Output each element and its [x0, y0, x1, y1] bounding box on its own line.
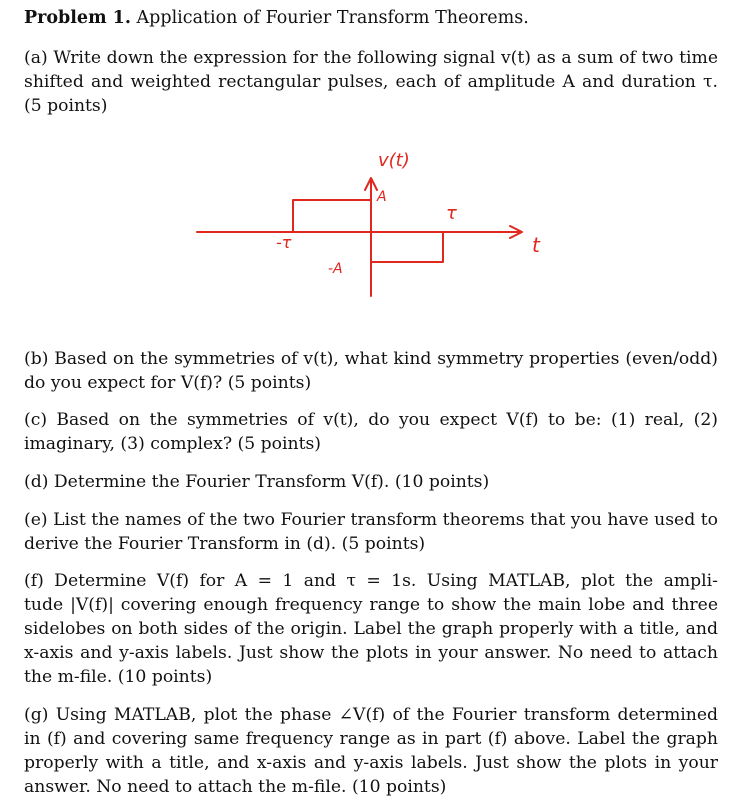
positive-amplitude-label: A — [377, 189, 387, 205]
part-a-line-3: (5 points) — [24, 96, 108, 116]
part-c-line-1: (c) Based on the symmetries of v(t), do you expect V(f) to be: (1) real, (2) — [24, 410, 718, 430]
negative-pulse — [371, 232, 443, 262]
part-b-line-1: (b) Based on the symmetries of v(t), what kind symmetry properties (even/odd) — [24, 349, 718, 369]
part-f-line-1: (f) Determine V(f) for A = 1 and τ = 1s. Using MATLAB, plot the ampli- — [24, 571, 718, 591]
part-g-line-3: properly with a title, and x-axis and y-axis labels. Just show the plots in your — [24, 753, 718, 773]
negative-amplitude-label: -A — [328, 261, 343, 277]
part-b-line-2: do you expect for V(f)? (5 points) — [24, 373, 312, 393]
part-f-line-2: tude |V(f)| covering enough frequency range to show the main lobe and three — [24, 595, 718, 615]
tau-label: τ — [446, 203, 457, 224]
part-c-line-2: imaginary, (3) complex? (5 points) — [24, 434, 322, 454]
problem-number: Problem 1. — [24, 8, 131, 28]
part-g-line-1: (g) Using MATLAB, plot the phase ∠V(f) of the Fourier transform determined — [24, 705, 718, 725]
negative-tau-label: -τ — [276, 233, 292, 252]
part-g-line-2: in (f) and covering same frequency range as in part (f) above. Label the graph — [24, 729, 718, 749]
v-of-t-label: v(t) — [378, 150, 410, 171]
part-d-line-1: (d) Determine the Fourier Transform V(f). (10 points) — [24, 472, 490, 492]
part-f-line-5: the m-file. (10 points) — [24, 667, 213, 687]
part-e-line-1: (e) List the names of the two Fourier transform theorems that you have used to — [24, 510, 718, 530]
part-g-line-4: answer. No need to attach the m-file. (10 points) — [24, 777, 447, 797]
t-label: t — [532, 233, 540, 257]
part-e-line-2: derive the Fourier Transform in (d). (5 points) — [24, 534, 426, 554]
problem-title: Application of Fourier Transform Theorems. — [136, 8, 529, 28]
part-a-line-2: shifted and weighted rectangular pulses, each of amplitude A and duration τ. — [24, 72, 718, 92]
part-a-line-1: (a) Write down the expression for the following signal v(t) as a sum of two time — [24, 48, 718, 68]
positive-pulse — [293, 200, 371, 232]
part-f-line-3: sidelobes on both sides of the origin. Label the graph properly with a title, and — [24, 619, 718, 639]
part-f-line-4: x-axis and y-axis labels. Just show the plots in your answer. No need to attach — [24, 643, 718, 663]
